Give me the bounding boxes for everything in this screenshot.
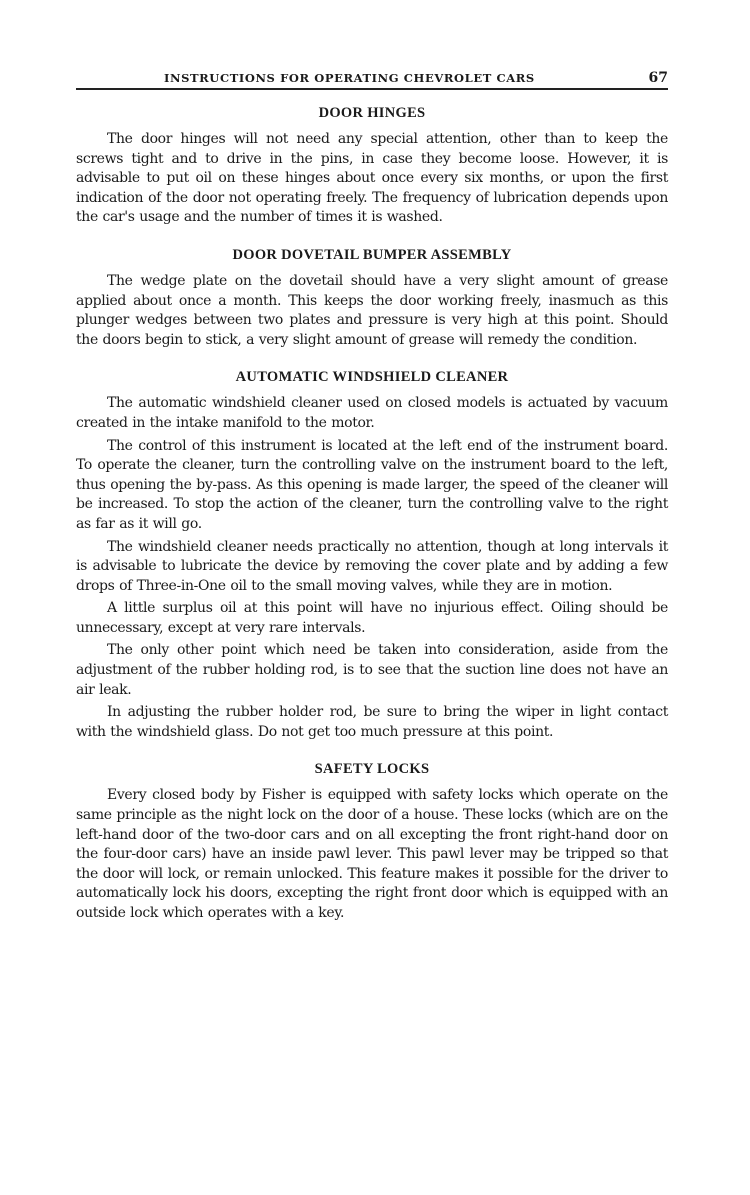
- page-number: 67: [648, 70, 668, 86]
- section-heading: DOOR DOVETAIL BUMPER ASSEMBLY: [232, 246, 512, 263]
- section-automatic-windshield-cleaner: [76, 368, 668, 742]
- section-door-hinges: [76, 104, 668, 228]
- section-heading: SAFETY LOCKS: [314, 761, 430, 778]
- running-head: [76, 70, 668, 90]
- section-safety-locks: [76, 760, 668, 923]
- paragraph: A little surplus oil at this point will have no injurious effect. Oiling should be unnecessary, except at very rare intervals.: [76, 600, 668, 636]
- section-heading: AUTOMATIC WINDSHIELD CLEANER: [235, 369, 509, 386]
- paragraph: The wedge plate on the dovetail should have a very slight amount of grease applied about once a month. This keeps the door working freely, inasmuch as this plunger wedges between two plates and pressure is very high at this point. Should the doors begin to stick, a very slight amount of grease will remedy the condition.: [76, 272, 668, 348]
- paragraph: The control of this instrument is located at the left end of the instrument board. To operate the cleaner, turn the controlling valve on the instrument board to the left, thus opening the by-pass. As this opening is made larger, the speed of the cleaner will be increased. To stop the action of the cleaner, turn the controlling valve to the right as far as it will go.: [76, 437, 668, 532]
- paragraph: The windshield cleaner needs practically no attention, though at long intervals it is advisable to lubricate the device by removing the cover plate and by adding a few drops of Three-in-One oil to the small moving valves, while they are in motion.: [76, 538, 668, 594]
- running-head-title: INSTRUCTIONS FOR OPERATING CHEVROLET CARS: [164, 71, 535, 85]
- book-page: [76, 70, 668, 924]
- section-door-dovetail-bumper-assembly: [76, 246, 668, 350]
- paragraph: In adjusting the rubber holder rod, be sure to bring the wiper in light contact with the windshield glass. Do not get too much pressure at this point.: [76, 704, 668, 740]
- paragraph: The door hinges will not need any special attention, other than to keep the screws tight and to drive in the pins, in case they become loose. However, it is advisable to put oil on these hinges about once every six months, or upon the first indication of the door not operating freely. The frequency of lubrication depends upon the car's usage and the number of times it is washed.: [76, 131, 668, 226]
- paragraph: The only other point which need be taken into consideration, aside from the adjustment of the rubber holding rod, is to see that the suction line does not have an air leak.: [76, 642, 668, 698]
- paragraph: Every closed body by Fisher is equipped with safety locks which operate on the same principle as the night lock on the door of a house. These locks (which are on the left-hand door of the two-door cars and on all excepting the front right-hand door on the four-door cars) have an inside pawl lever. This pawl lever may be tripped so that the door will lock, or remain unlocked. This feature makes it possible for the driver to automatically lock his doors, excepting the right front door which is equipped with an outside lock which operates with a key.: [76, 787, 668, 921]
- section-heading: DOOR HINGES: [318, 105, 426, 121]
- paragraph: The automatic windshield cleaner used on closed models is actuated by vacuum created in the intake manifold to the motor.: [76, 395, 668, 431]
